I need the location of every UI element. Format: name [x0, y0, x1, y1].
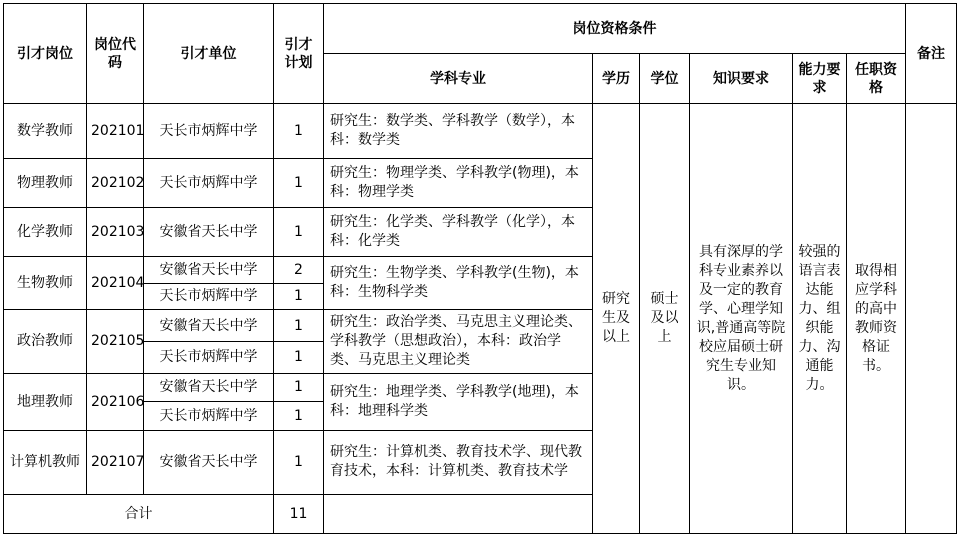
code-cell: 202107	[87, 430, 144, 494]
position-cell: 数学教师	[4, 104, 87, 159]
knowledge-cell: 具有深厚的学科专业素养以及一定的教育学、心理学知识,普通高等院校应届硕士研究生专业知识。	[690, 104, 793, 534]
remarks-cell	[906, 104, 957, 534]
code-cell: 202106	[87, 373, 144, 430]
unit-cell: 天长市炳辉中学	[144, 341, 274, 373]
code-cell: 202104	[87, 257, 144, 310]
header-position: 引才岗位	[4, 4, 87, 104]
header-ability: 能力要求	[793, 54, 847, 104]
total-label: 合计	[4, 495, 274, 534]
header-plan: 引才计划	[274, 4, 324, 104]
plan-cell: 1	[274, 104, 324, 159]
unit-cell: 安徽省天长中学	[144, 373, 274, 402]
degree-cell: 硕士及以上	[640, 104, 690, 534]
total-major-empty	[324, 495, 593, 534]
major-cell: 研究生：生物学类、学科教学(生物)，本科：生物科学类	[324, 257, 593, 310]
table-row	[4, 104, 957, 159]
ability-cell: 较强的语言表达能力、组织能力、沟通能力。	[793, 104, 847, 534]
header-education: 学历	[593, 54, 640, 104]
credential-cell: 取得相应学科的高中教师资格证书。	[847, 104, 906, 534]
plan-cell: 1	[274, 310, 324, 342]
unit-cell: 安徽省天长中学	[144, 257, 274, 284]
unit-cell: 天长市炳辉中学	[144, 402, 274, 431]
position-cell: 物理教师	[4, 159, 87, 208]
code-cell: 202102	[87, 159, 144, 208]
code-cell: 202101	[87, 104, 144, 159]
plan-cell: 1	[274, 430, 324, 494]
header-remarks: 备注	[906, 4, 957, 104]
header-degree: 学位	[640, 54, 690, 104]
plan-cell: 1	[274, 283, 324, 310]
major-cell: 研究生：地理学类、学科教学(地理)，本科：地理科学类	[324, 373, 593, 430]
major-cell: 研究生：政治学类、马克思主义理论类、学科教学（思想政治），本科：政治学类、马克思主义理论类	[324, 310, 593, 373]
position-cell: 生物教师	[4, 257, 87, 310]
recruitment-table	[3, 3, 957, 534]
position-cell: 计算机教师	[4, 430, 87, 494]
education-cell: 研究生及以上	[593, 104, 640, 534]
plan-cell: 2	[274, 257, 324, 284]
header-credential: 任职资格	[847, 54, 906, 104]
major-cell: 研究生：数学类、学科教学（数学），本科：数学类	[324, 104, 593, 159]
unit-cell: 安徽省天长中学	[144, 310, 274, 342]
unit-cell: 天长市炳辉中学	[144, 283, 274, 310]
plan-cell: 1	[274, 208, 324, 257]
header-knowledge: 知识要求	[690, 54, 793, 104]
plan-cell: 1	[274, 341, 324, 373]
code-cell: 202105	[87, 310, 144, 373]
total-value: 11	[274, 495, 324, 534]
position-cell: 地理教师	[4, 373, 87, 430]
header-code: 岗位代码	[87, 4, 144, 104]
position-cell: 化学教师	[4, 208, 87, 257]
major-cell: 研究生：化学类、学科教学（化学），本科：化学类	[324, 208, 593, 257]
code-cell: 202103	[87, 208, 144, 257]
header-unit: 引才单位	[144, 4, 274, 104]
unit-cell: 天长市炳辉中学	[144, 159, 274, 208]
unit-cell: 天长市炳辉中学	[144, 104, 274, 159]
header-qualifications: 岗位资格条件	[324, 4, 906, 54]
plan-cell: 1	[274, 373, 324, 402]
position-cell: 政治教师	[4, 310, 87, 373]
unit-cell: 安徽省天长中学	[144, 208, 274, 257]
plan-cell: 1	[274, 402, 324, 431]
plan-cell: 1	[274, 159, 324, 208]
header-major: 学科专业	[324, 54, 593, 104]
major-cell: 研究生：物理学类、学科教学(物理)，本科：物理学类	[324, 159, 593, 208]
major-cell: 研究生：计算机类、教育技术学、现代教育技术，本科：计算机类、教育技术学	[324, 430, 593, 494]
unit-cell: 安徽省天长中学	[144, 430, 274, 494]
